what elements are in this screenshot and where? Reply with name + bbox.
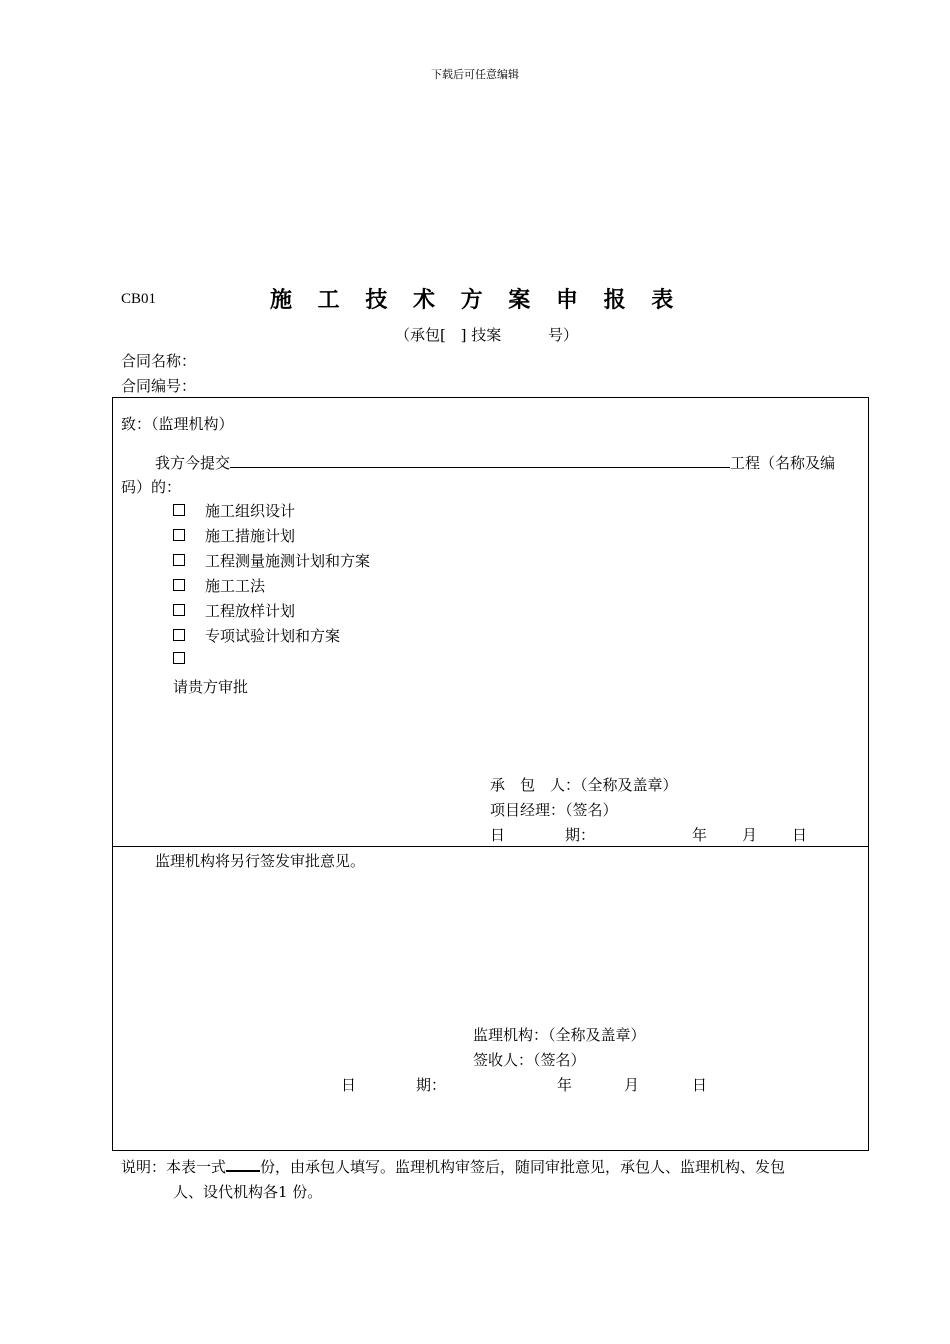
checklist-label: 专项试验计划和方案 [205,627,341,645]
project-manager-label: 项目经理：（签名） [490,801,618,819]
checkbox[interactable] [173,629,185,641]
section-divider [112,846,868,847]
copies-blank[interactable] [226,1156,260,1172]
checkbox[interactable] [173,579,185,591]
form-title: 施 工 技 术 方 案 申 报 表 [270,287,683,313]
subtitle-suffix: 号） [548,326,579,344]
checklist-item [173,550,370,571]
date-year: 年 [692,826,708,844]
contract-no-label: 合同编号： [121,377,197,395]
checklist-label: 施工组织设计 [205,502,296,520]
header-note: 下载后可任意编辑 [431,68,519,81]
form-subtitle [395,324,578,345]
supervisor-note: 监理机构将另行签发审批意见。 [155,852,366,870]
contract-name-label: 合同名称： [121,352,197,370]
checklist-item [173,650,205,668]
submit-suffix: 工程（名称及编 [730,454,836,472]
checklist-item [173,625,340,646]
checklist-label: 施工工法 [205,577,266,595]
subtitle-prefix: （承包[ [395,326,446,344]
footnote-prefix: 说明：本表一式 [121,1158,227,1176]
checklist-label: 施工措施计划 [205,527,296,545]
checkbox[interactable] [173,529,185,541]
checkbox[interactable] [173,604,185,616]
submit-prefix: 我方今提交 [155,454,231,472]
footnote-rest: 份，由承包人填写。监理机构审签后，随同审批意见，承包人、监理机构、发包 [260,1158,786,1176]
date-day: 日 [792,826,808,844]
subtitle-middle: ] 技案 [460,326,502,344]
form-code: CB01 [121,291,157,307]
submit-line [155,451,835,473]
supervisor-org-label: 监理机构：（全称及盖章） [473,1026,646,1044]
date-month: 月 [742,826,758,844]
checkbox[interactable] [173,652,185,664]
checklist-item [173,600,295,621]
checklist-item [173,525,295,546]
date-label: 日 期： [490,826,596,844]
supervisor-date-day: 日 [692,1076,708,1094]
checklist-item [173,500,295,521]
project-name-blank[interactable] [230,451,730,468]
supervisor-date-year: 年 [557,1076,573,1094]
supervisor-date-label: 日 期： [341,1076,447,1094]
checklist-label: 工程放样计划 [205,602,296,620]
submit-line-2: 码）的： [121,478,182,496]
checkbox[interactable] [173,504,185,516]
to-supervisor-label: 致：（监理机构） [121,415,234,433]
contractor-label: 承 包 人：（全称及盖章） [490,776,678,794]
footnote-line-1 [121,1156,785,1177]
signer-label: 签收人：（签名） [473,1051,586,1069]
footnote-line-2: 人、设代机构各1 份。 [173,1183,323,1201]
checklist-item [173,575,265,596]
request-approval-text: 请贵方审批 [173,678,249,696]
supervisor-date-month: 月 [624,1076,640,1094]
checkbox[interactable] [173,554,185,566]
checklist-label: 工程测量施测计划和方案 [205,552,371,570]
